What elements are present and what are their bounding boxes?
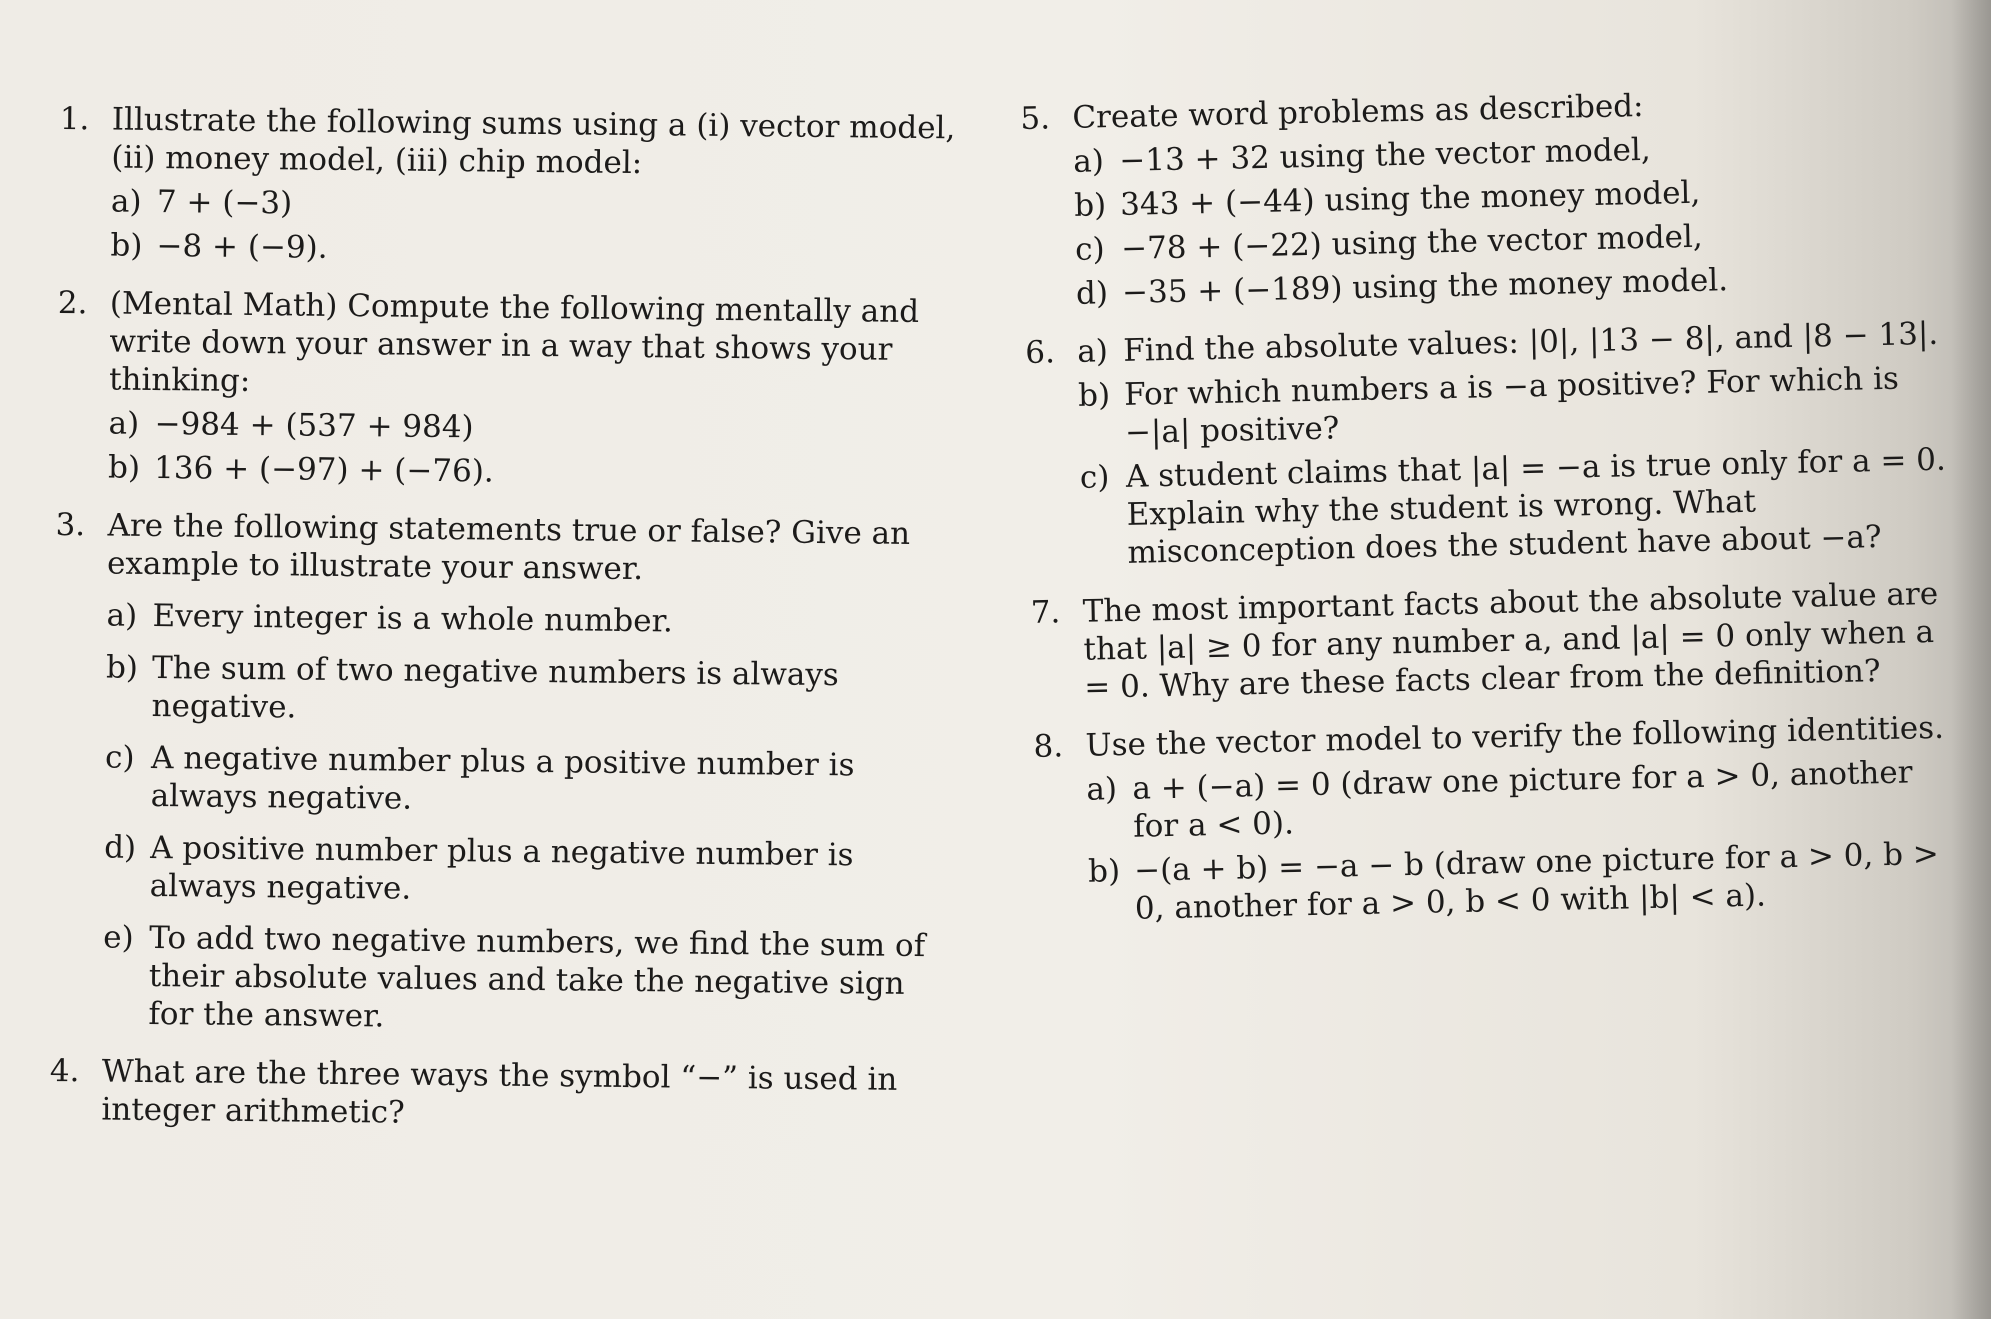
sub-label: b) [105,649,139,686]
sub-item [1086,753,1955,847]
sub-text: −(a + b) = −a − b (draw one picture for a > 0, b > 0, another for a > 0, b < 0 with |b| < a). [1133,835,1940,927]
sub-label: a) [110,183,142,220]
sub-item [105,739,954,824]
sub-label: a) [1086,771,1118,808]
page-edge-shadow [1951,0,1991,1319]
problem-text: Use the vector model to verify the following identities. [1085,709,1945,764]
sub-item [1080,441,1950,573]
sub-item [111,183,959,230]
sub-text: −984 + (537 + 984) [154,406,474,446]
sub-label: a) [1076,333,1109,370]
problem-2 [56,284,958,495]
problem-text: The most important facts about the absolute value are that |a| ≥ 0 for any number a, and |a| = 0 only when a = 0. Why are these facts clear from the definition? [1082,575,1939,706]
sub-label: e) [103,919,134,956]
sub-text: A student claims that |a| = −a is true only for a = 0. Explain why the student is wrong. What misconception does the student have about −a? [1125,441,1947,571]
sub-text: A negative number plus a positive number is always negative. [150,739,855,817]
sub-label: b) [110,227,143,264]
sub-label: a) [108,405,140,442]
sub-item [1088,835,1957,929]
problem-text: Create word problems as described: [1072,87,1644,136]
sub-text: For which numbers a is −a positive? For which is −|a| positive? [1123,360,1900,451]
problem-text: What are the three ways the symbol “−” is used in integer arithmetic? [101,1053,898,1131]
sub-item [108,405,956,452]
problem-text: (Mental Math) Compute the following mentally and write down your answer in a way that shows your thinking: [108,285,920,400]
sub-label: d) [103,829,137,866]
sub-text: a + (−a) = 0 (draw one picture for a > 0, another for a < 0). [1132,754,1913,845]
sub-item [108,449,956,496]
sub-item [105,649,954,734]
sub-text: Every integer is a whole number. [152,597,674,640]
problem-5 [1020,81,1944,314]
problem-number: 3. [55,506,86,544]
sub-item [102,918,951,1041]
sub-item [104,829,953,914]
sub-text: −8 + (−9). [156,228,328,266]
problem-number: 8. [1033,728,1064,765]
sub-item [106,597,954,644]
sub-text: The sum of two negative numbers is always negative. [151,649,840,726]
problem-number: 1. [59,100,90,138]
sub-text: 343 + (−44) using the money model, [1119,174,1701,223]
problem-1 [58,100,960,273]
sub-label: d) [1075,275,1109,312]
problem-8 [1033,709,1957,930]
problem-number: 2. [57,284,88,322]
sub-text: 7 + (−3) [156,184,293,222]
left-column [49,100,960,1157]
sub-label: b) [1087,853,1121,890]
problem-number: 7. [1030,594,1061,631]
sub-label: c) [1074,231,1105,268]
sub-text: 136 + (−97) + (−76). [153,450,494,490]
sub-text: Find the absolute values: |0|, |13 − 8|, and |8 − 13|. [1122,315,1939,369]
sub-text: To add two negative numbers, we find the sum of their absolute values and take the negative sign for the answer. [148,919,926,1035]
sub-item [1078,359,1947,453]
problem-3 [50,506,955,1041]
sub-label: c) [1079,459,1110,496]
problem-7 [1030,575,1952,708]
problem-number: 4. [49,1052,80,1090]
right-column [1020,81,1958,950]
sub-label: b) [1077,377,1111,414]
sub-label: a) [106,597,138,634]
sub-item [110,227,958,274]
sub-text: A positive number plus a negative number is always negative. [149,829,854,907]
sub-label: b) [1073,187,1107,224]
sub-text: −78 + (−22) using the vector model, [1120,218,1704,267]
sub-label: a) [1072,143,1105,180]
sub-label: c) [104,739,135,776]
problem-number: 5. [1020,100,1051,137]
problem-number: 6. [1024,334,1056,371]
problem-text: Are the following statements true or false? Give an example to illustrate your answer. [106,507,911,588]
problem-text: Illustrate the following sums using a (i) vector model, (ii) money model, (iii) chip model: [111,101,956,182]
sub-text: −13 + 32 using the vector model, [1118,131,1652,179]
problem-6 [1025,315,1950,574]
sub-label: b) [107,449,141,486]
sub-text: −35 + (−189) using the money model. [1121,262,1729,311]
problem-4 [49,1052,950,1137]
